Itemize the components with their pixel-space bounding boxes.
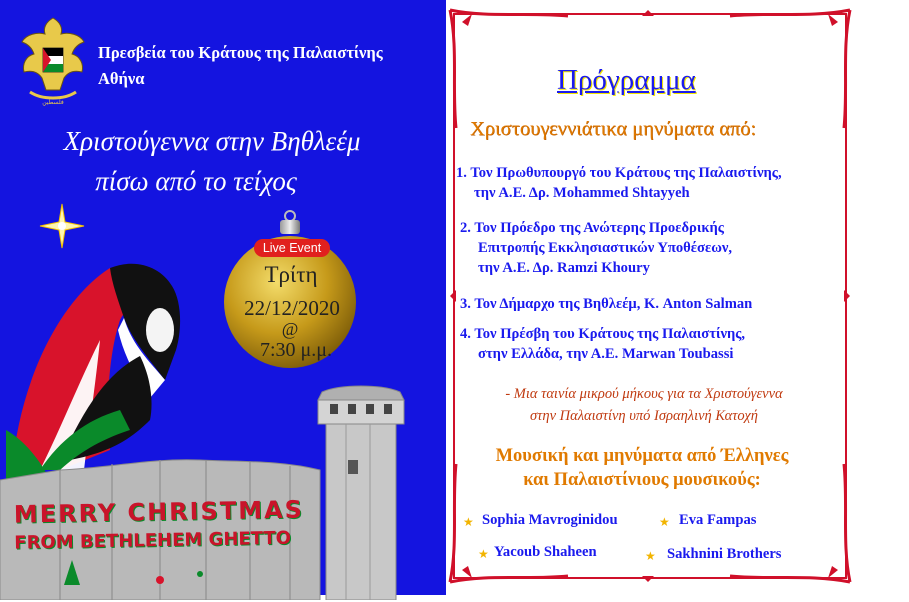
musician-name: Sakhnini Brothers [667, 546, 782, 562]
musician-name: Eva Fampas [679, 512, 757, 528]
musician-star-icon: ★ [645, 549, 656, 563]
message-line: την Α.Ε. Δρ. Ramzi Khoury [478, 260, 650, 276]
wall-graffiti [14, 495, 315, 553]
message-line: Επιτροπής Εκκλησιαστικών Υποθέσεων, [478, 240, 733, 256]
message-item [460, 218, 732, 278]
event-at: @ [281, 319, 299, 339]
embassy-city: Αθήνα [98, 69, 145, 88]
message-line: 4. Τον Πρέσβη του Κράτους της Παλαιστίνης, [460, 326, 746, 342]
film-line: - Μια ταινία μικρού μήκους για τα Χριστούγεννα [505, 386, 783, 402]
embassy-line: Πρεσβεία του Κράτους της Παλαιστίνης [98, 43, 383, 62]
music-heading [452, 444, 832, 492]
messages-heading: Χριστουγεννιάτικα μηνύματα από: [470, 118, 757, 140]
program-title: Πρόγραμμα [557, 64, 696, 96]
message-line: 3. Τον Δήμαρχο της Βηθλεέμ, Κ. Anton Salman [460, 296, 753, 312]
live-event-badge: Live Event [254, 239, 330, 257]
short-film-note [454, 383, 834, 427]
event-day: Τρίτη [264, 262, 318, 287]
event-time: 7:30 μ.μ. [259, 339, 332, 361]
event-title-line2: πίσω από το τείχος [95, 166, 297, 196]
graffiti-line2: FROM BETHLEHEM GHETTO [14, 527, 292, 554]
musician-name: Sophia Mavroginidou [482, 512, 618, 528]
musician-star-icon: ★ [463, 515, 474, 529]
message-item [460, 324, 745, 364]
music-heading-line: και Παλαιστίνιους μουσικούς: [523, 470, 761, 490]
message-item [456, 163, 782, 203]
event-title-line1: Χριστούγεννα στην Βηθλεέμ [63, 126, 361, 156]
graffiti-line1: MERRY CHRISTMAS [13, 495, 305, 529]
event-date: 22/12/2020 [244, 296, 340, 320]
message-line: 1. Τον Πρωθυπουργό του Κράτους της Παλαιστίνης, [456, 165, 782, 181]
film-line: στην Παλαιστίνη υπό Ισραηλινή Κατοχή [530, 408, 758, 424]
message-item [460, 294, 752, 314]
palestine-emblem-icon [18, 14, 88, 106]
musician-star-icon: ★ [659, 515, 670, 529]
message-line: 2. Τον Πρόεδρο της Ανώτερης Προεδρικής [460, 220, 724, 236]
svg-text:فلسطين: فلسطين [42, 99, 64, 106]
christmas-star-icon [38, 202, 86, 250]
musician-name: Yacoub Shaheen [494, 544, 597, 560]
message-line: στην Ελλάδα, την Α.Ε. Marwan Toubassi [478, 346, 734, 362]
embassy-name [98, 40, 383, 92]
music-heading-line: Μουσική και μηνύματα από Έλληνες [495, 446, 789, 466]
musician-star-icon: ★ [478, 547, 489, 561]
message-line: την Α.Ε. Δρ. Mohammed Shtayyeh [474, 185, 690, 201]
